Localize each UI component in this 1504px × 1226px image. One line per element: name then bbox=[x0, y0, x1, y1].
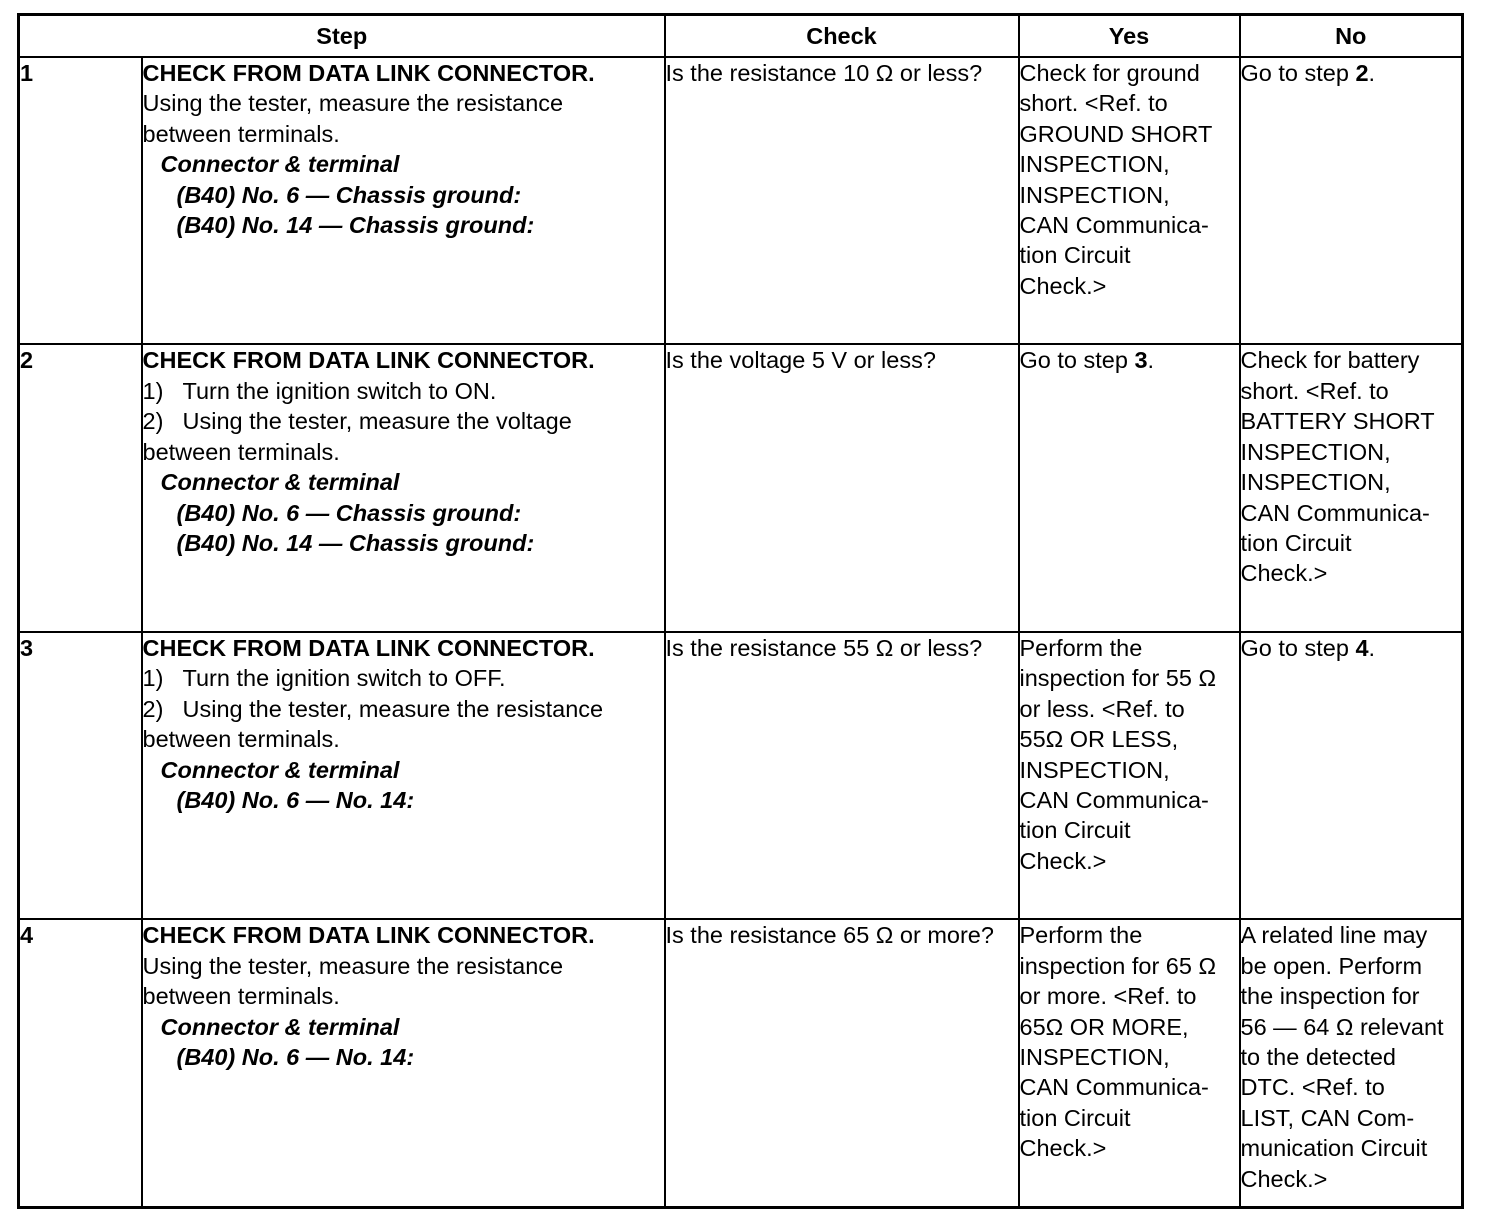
yes-line: Check.> bbox=[1019, 272, 1107, 299]
step-number: 1 bbox=[19, 57, 142, 344]
substep-number: 1) bbox=[142, 377, 164, 404]
no-line: Check.> bbox=[1240, 560, 1328, 587]
yes-line: tion Circuit bbox=[1019, 1104, 1131, 1131]
terminal-spec: (B40) No. 6 — Chassis ground: bbox=[176, 181, 522, 208]
substep-text: Using the tester, measure the resistance bbox=[182, 695, 604, 722]
terminal-spec: (B40) No. 14 — Chassis ground: bbox=[176, 529, 535, 556]
yes-line: short. <Ref. to bbox=[1019, 90, 1168, 117]
substep bbox=[143, 406, 664, 436]
step-description bbox=[142, 344, 665, 631]
check-cell: Is the voltage 5 V or less? bbox=[665, 344, 1019, 631]
yes-line: inspection for 55 Ω bbox=[1019, 665, 1217, 692]
step-description bbox=[142, 57, 665, 344]
no-line: tion Circuit bbox=[1240, 529, 1352, 556]
yes-cell bbox=[1019, 632, 1240, 919]
no-cell bbox=[1240, 919, 1463, 1207]
no-cell bbox=[1240, 344, 1463, 631]
yes-line: Perform the bbox=[1019, 922, 1143, 949]
yes-line: 55Ω OR LESS, bbox=[1019, 726, 1179, 753]
substep-number: 2) bbox=[142, 408, 164, 435]
no-cell bbox=[1240, 632, 1463, 919]
no-line: CAN Communica- bbox=[1240, 499, 1430, 526]
no-line: BATTERY SHORT bbox=[1240, 408, 1435, 435]
yes-line: or more. <Ref. to bbox=[1019, 983, 1197, 1010]
no-line: Check.> bbox=[1240, 1165, 1328, 1192]
connector-label: Connector & terminal bbox=[160, 1013, 400, 1040]
step-number: 2 bbox=[19, 344, 142, 631]
step-intro-line: Using the tester, measure the resistance bbox=[142, 90, 564, 117]
no-line: short. <Ref. to bbox=[1240, 377, 1389, 404]
substep-text: Turn the ignition switch to OFF. bbox=[182, 665, 506, 692]
substep-text-cont: between terminals. bbox=[142, 726, 340, 753]
substep bbox=[143, 376, 664, 406]
check-cell: Is the resistance 65 Ω or more? bbox=[665, 919, 1019, 1207]
no-cell bbox=[1240, 57, 1463, 344]
step-number: 3 bbox=[19, 632, 142, 919]
no-text-end: . bbox=[1368, 60, 1376, 86]
no-line: be open. Perform bbox=[1240, 952, 1423, 979]
yes-line: Check.> bbox=[1019, 1135, 1107, 1162]
no-text: Go to step bbox=[1240, 634, 1356, 661]
no-line: LIST, CAN Com- bbox=[1240, 1104, 1415, 1131]
step-description bbox=[142, 632, 665, 919]
header-check: Check bbox=[665, 15, 1019, 58]
table-row bbox=[19, 919, 1463, 1207]
step-number: 4 bbox=[19, 919, 142, 1207]
header-no: No bbox=[1240, 15, 1463, 58]
yes-cell bbox=[1019, 57, 1240, 344]
step-link: 3 bbox=[1134, 347, 1148, 374]
step-link: 4 bbox=[1355, 634, 1369, 661]
table-row bbox=[19, 57, 1463, 344]
header-yes: Yes bbox=[1019, 15, 1240, 58]
yes-line: INSPECTION, bbox=[1019, 756, 1170, 783]
no-line: INSPECTION, bbox=[1240, 438, 1391, 465]
step-link: 2 bbox=[1355, 60, 1369, 86]
terminal-spec: (B40) No. 6 — Chassis ground: bbox=[176, 499, 522, 526]
substep bbox=[143, 663, 664, 693]
no-line: 56 — 64 Ω relevant bbox=[1240, 1013, 1444, 1040]
step-title: CHECK FROM DATA LINK CONNECTOR. bbox=[142, 634, 595, 661]
yes-line: 65Ω OR MORE, bbox=[1019, 1013, 1189, 1040]
no-line: the inspection for bbox=[1240, 983, 1420, 1010]
substep-text: Turn the ignition switch to ON. bbox=[182, 377, 497, 404]
header-row bbox=[19, 15, 1463, 58]
yes-line: Perform the bbox=[1019, 634, 1143, 661]
yes-text: Go to step bbox=[1019, 347, 1135, 374]
step-title: CHECK FROM DATA LINK CONNECTOR. bbox=[142, 922, 595, 949]
terminal-spec: (B40) No. 6 — No. 14: bbox=[176, 1044, 415, 1071]
yes-line: CAN Communica- bbox=[1019, 1074, 1209, 1101]
yes-line: tion Circuit bbox=[1019, 817, 1131, 844]
substep-text-cont: between terminals. bbox=[142, 438, 340, 465]
no-line: to the detected bbox=[1240, 1044, 1396, 1071]
yes-line: inspection for 65 Ω bbox=[1019, 952, 1217, 979]
substep-text: Using the tester, measure the voltage bbox=[182, 408, 572, 435]
yes-line: GROUND SHORT bbox=[1019, 120, 1213, 147]
terminal-spec: (B40) No. 6 — No. 14: bbox=[176, 787, 415, 813]
step-intro-line: Using the tester, measure the resistance bbox=[142, 952, 564, 979]
connector-label: Connector & terminal bbox=[160, 469, 400, 496]
no-line: DTC. <Ref. to bbox=[1240, 1074, 1385, 1101]
yes-cell bbox=[1019, 919, 1240, 1207]
substep bbox=[143, 694, 664, 724]
step-description bbox=[142, 919, 665, 1207]
yes-line: tion Circuit bbox=[1019, 242, 1131, 269]
step-intro-line: between terminals. bbox=[142, 120, 340, 147]
yes-line: CAN Communica- bbox=[1019, 212, 1209, 239]
connector-label: Connector & terminal bbox=[160, 756, 400, 783]
yes-line: INSPECTION, bbox=[1019, 1044, 1170, 1071]
yes-line: INSPECTION, bbox=[1019, 181, 1170, 208]
yes-line: Check.> bbox=[1019, 847, 1107, 874]
substep-number: 2) bbox=[142, 695, 164, 722]
diagnostic-table bbox=[17, 13, 1464, 1209]
yes-cell bbox=[1019, 344, 1240, 631]
yes-line: Check for ground bbox=[1019, 60, 1200, 86]
header-step: Step bbox=[19, 15, 665, 58]
terminal-spec: (B40) No. 14 — Chassis ground: bbox=[176, 212, 535, 239]
no-text-end: . bbox=[1368, 634, 1376, 661]
yes-text-end: . bbox=[1147, 347, 1155, 374]
connector-label: Connector & terminal bbox=[160, 151, 400, 178]
step-title: CHECK FROM DATA LINK CONNECTOR. bbox=[142, 347, 595, 374]
yes-line: CAN Communica- bbox=[1019, 787, 1209, 813]
check-cell: Is the resistance 55 Ω or less? bbox=[665, 632, 1019, 919]
no-line: A related line may bbox=[1240, 922, 1428, 949]
yes-line: INSPECTION, bbox=[1019, 151, 1170, 178]
table-row bbox=[19, 632, 1463, 919]
no-line: INSPECTION, bbox=[1240, 469, 1391, 496]
no-line: Check for battery bbox=[1240, 347, 1420, 374]
step-title: CHECK FROM DATA LINK CONNECTOR. bbox=[142, 60, 595, 86]
substep-number: 1) bbox=[142, 665, 164, 692]
check-cell: Is the resistance 10 Ω or less? bbox=[665, 57, 1019, 344]
no-text: Go to step bbox=[1240, 60, 1356, 86]
step-intro-line: between terminals. bbox=[142, 983, 340, 1010]
yes-line: or less. <Ref. to bbox=[1019, 695, 1185, 722]
table-row bbox=[19, 344, 1463, 631]
no-line: munication Circuit bbox=[1240, 1135, 1428, 1162]
